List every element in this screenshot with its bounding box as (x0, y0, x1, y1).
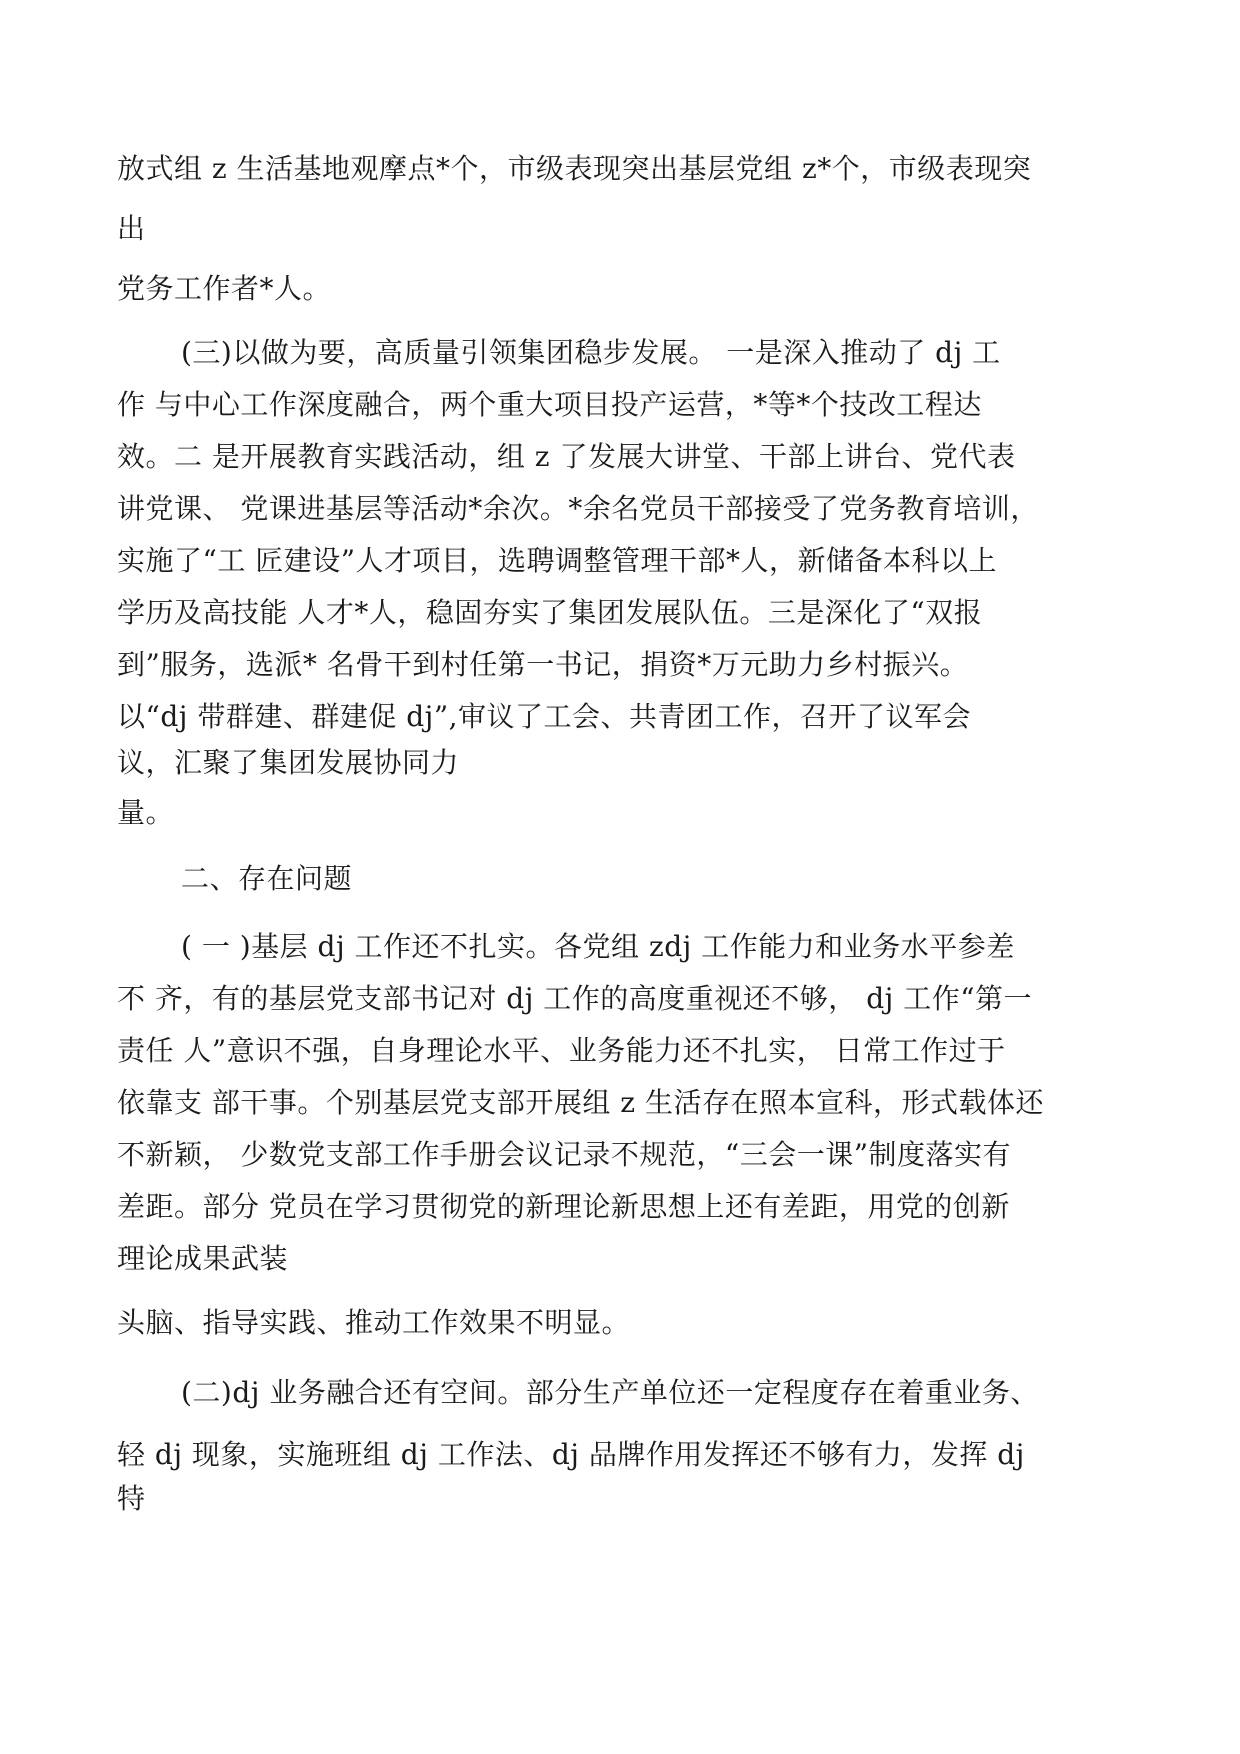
text-line: 议，汇聚了集团发展协同力 (117, 746, 460, 779)
text-line: 作 与中心工作深度融合，两个重大项目投产运营，*等*个技改工程达 (117, 388, 982, 421)
text-line: 头脑、指导实践、推动工作效果不明显。 (117, 1306, 631, 1339)
text-line: 特 (117, 1482, 146, 1515)
text-line: 责任 人”意识不强，自身理论水平、业务能力还不扎实， 日常工作过于 (117, 1034, 1006, 1067)
text-line: 差距。部分 党员在学习贯彻党的新理论新思想上还有差距，用党的创新 (117, 1190, 1010, 1223)
text-line: 依靠支 部干事。个别基层党支部开展组 z 生活存在照本宣科，形式载体还 (117, 1086, 1044, 1119)
text-line: 不 齐，有的基层党支部书记对 dj 工作的高度重视还不够， dj 工作“第一 (117, 982, 1033, 1015)
section-heading-problems: 二、存在问题 (181, 862, 353, 895)
subsection-heading-1: ( 一 )基层 dj 工作还不扎实。各党组 zdj 工作能力和业务水平参差 (181, 930, 1015, 963)
text-line: 轻 dj 现象，实施班组 dj 工作法、dj 品牌作用发挥还不够有力，发挥 dj (117, 1438, 1025, 1471)
text-line: 不新颖， 少数党支部工作手册会议记录不规范，“三会一课”制度落实有 (117, 1138, 1012, 1171)
section-heading-3: (三)以做为要，高质量引领集团稳步发展。 一是深入推动了 dj 工 (181, 336, 1001, 369)
text-line: 理论成果武装 (117, 1242, 289, 1275)
text-line: 实施了“工 匠建设”人才项目，选聘调整管理干部*人，新储备本科以上 (117, 544, 998, 577)
text-line: 以“dj 带群建、群建促 dj”,审议了工会、共青团工作，召开了议军会 (117, 700, 972, 733)
text-line: 效。二 是开展教育实践活动，组 z 了发展大讲堂、干部上讲台、党代表 (117, 440, 1016, 473)
text-line: 到”服务，选派* 名骨干到村任第一书记，捐资*万元助力乡村振兴。 (117, 648, 969, 681)
text-line: 讲党课、 党课进基层等活动*余次。*余名党员干部接受了党务教育培训， (117, 492, 1039, 525)
text-line: 党务工作者*人。 (117, 272, 332, 305)
subsection-heading-2: (二)dj 业务融合还有空间。部分生产单位还一定程度存在着重业务、 (181, 1376, 1039, 1409)
text-line: 出 (117, 212, 146, 245)
text-line: 放式组 z 生活基地观摩点*个，市级表现突出基层党组 z*个，市级表现突 (117, 152, 1032, 185)
text-line: 量。 (117, 796, 175, 829)
text-line: 学历及高技能 人才*人，稳固夯实了集团发展队伍。三是深化了“双报 (117, 596, 983, 629)
